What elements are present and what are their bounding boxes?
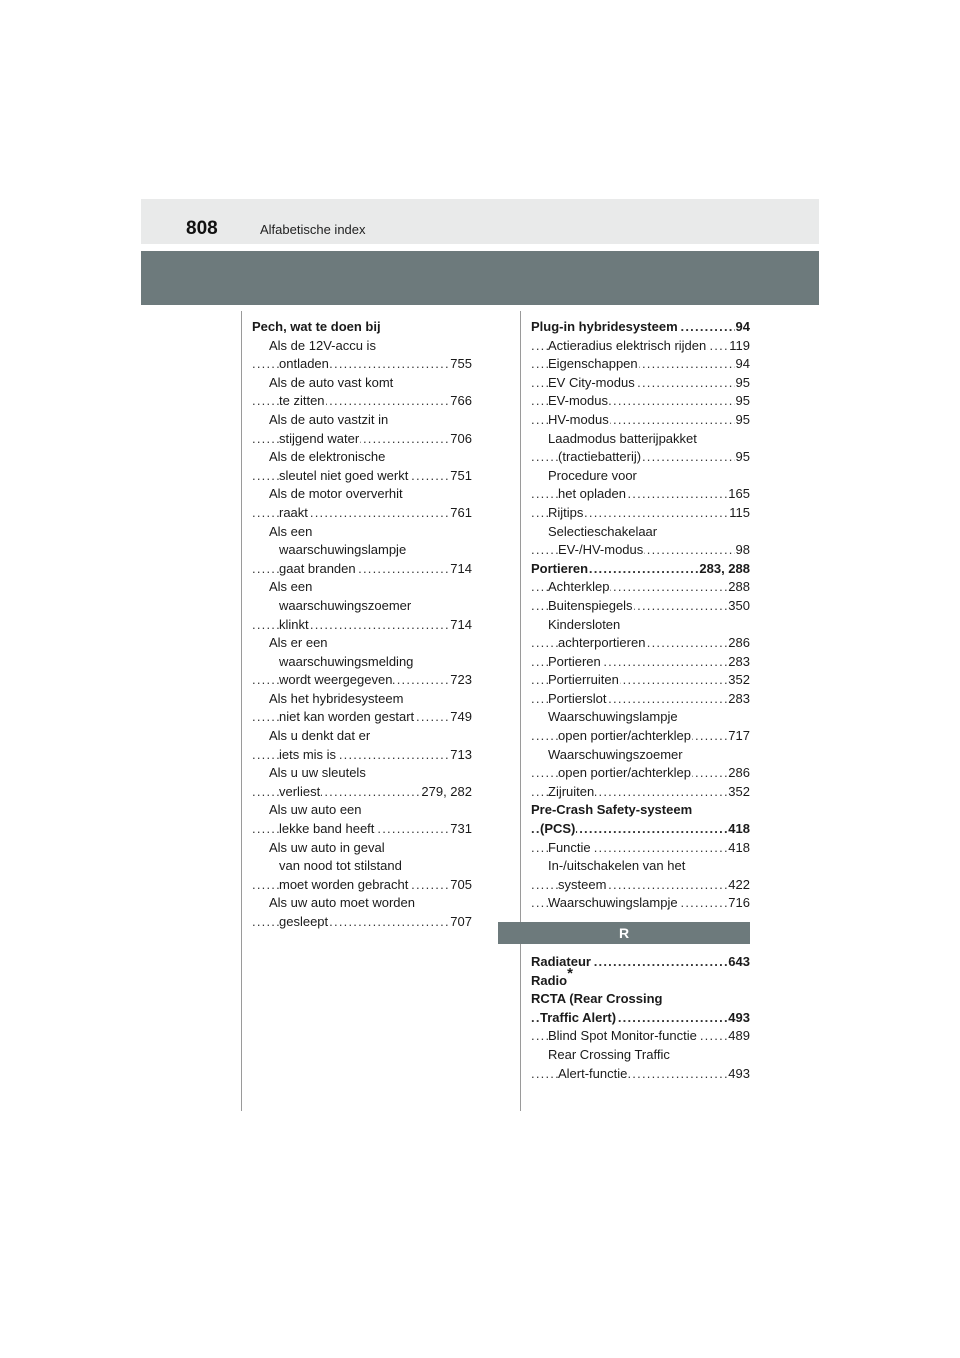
index-entry-text: achterportieren — [558, 635, 646, 651]
index-entry — [252, 578, 472, 597]
page-reference: 713 — [449, 746, 472, 765]
index-entry-text: (PCS) — [540, 821, 576, 837]
index-entry-text: EV City-modus — [548, 374, 635, 390]
index-entry-text: raakt — [279, 504, 308, 520]
index-entry — [531, 671, 750, 690]
page-reference: 418 — [727, 820, 750, 839]
index-entry-text: Portierruiten — [548, 672, 619, 688]
index-entry-text: Procedure voor — [548, 467, 637, 483]
letter-section-header: R — [498, 922, 750, 944]
index-entry-text: gesleept — [279, 914, 329, 929]
index-entry-text: Als uw auto moet worden — [269, 895, 415, 911]
index-entry — [531, 801, 750, 820]
index-entry — [252, 485, 472, 504]
index-entry — [531, 578, 750, 597]
index-entry-text: klinkt — [279, 616, 309, 632]
page-reference: 95 — [735, 448, 750, 467]
index-entry-text: Als u denkt dat er — [269, 728, 371, 744]
index-entry-text: Waarschuwingszoemer — [548, 746, 683, 762]
page-reference: 288 — [727, 578, 750, 597]
index-entry — [252, 727, 472, 746]
index-entry — [531, 355, 750, 374]
index-entry — [531, 430, 750, 449]
index-entry — [252, 560, 472, 579]
index-entry-text: wordt weergegeven — [279, 672, 393, 688]
index-entry — [252, 708, 472, 727]
page-reference: 283 — [727, 690, 750, 709]
index-entry-text: EV-modus — [548, 393, 608, 409]
index-entry — [252, 467, 472, 486]
page-reference: 766 — [449, 392, 472, 411]
page-reference: 352 — [727, 671, 750, 690]
page-reference: 751 — [449, 467, 472, 486]
index-entry-text: Portierslot — [548, 690, 607, 706]
index-entry — [252, 448, 472, 467]
index-entry — [252, 374, 472, 393]
index-entry — [252, 355, 472, 374]
page-reference: 94 — [735, 355, 750, 374]
index-entry — [531, 467, 750, 486]
index-entry-text: Rijtips — [548, 504, 584, 520]
page-reference: 493 — [727, 1009, 750, 1028]
index-entry — [531, 392, 750, 411]
index-entry-text: Pre-Crash Safety-systeem — [531, 802, 693, 818]
index-entry-text: EV-/HV-modus — [558, 542, 644, 558]
index-entry — [252, 337, 472, 356]
page-reference: 115 — [728, 504, 750, 523]
index-entry — [531, 820, 750, 839]
footnote-asterisk: * — [567, 965, 573, 983]
index-entry-text: Actieradius elektrisch rijden — [548, 337, 707, 353]
index-entry — [531, 990, 750, 1009]
index-entry — [531, 876, 750, 895]
page-reference: 95 — [735, 392, 750, 411]
page-reference: 716 — [727, 894, 750, 913]
index-entry — [531, 541, 750, 560]
index-entry — [252, 876, 472, 895]
index-entry-text: Laadmodus batterijpakket — [548, 430, 697, 446]
index-entry — [252, 653, 472, 672]
index-entry-text: Radio* — [531, 965, 573, 988]
index-entry — [252, 504, 472, 523]
index-entry — [531, 374, 750, 393]
index-entry-text: Als een — [269, 523, 313, 539]
page-reference: 283, 288 — [698, 560, 750, 579]
index-entry-text: Buitenspiegels — [548, 597, 633, 613]
page-reference: 643 — [727, 953, 750, 972]
header-band — [141, 251, 819, 305]
index-entry-text: Als de motor oververhit — [269, 486, 403, 502]
index-entry — [252, 671, 472, 690]
page-reference: 283 — [727, 653, 750, 672]
index-entry — [531, 857, 750, 876]
page-reference: 714 — [449, 560, 472, 579]
index-entry — [531, 965, 750, 991]
index-entry — [531, 634, 750, 653]
index-entry-text: verliest — [279, 783, 321, 799]
page-reference: 749 — [449, 708, 472, 727]
index-entry-text: moet worden gebracht — [279, 876, 409, 892]
index-entry-text: Als de elektronische — [269, 449, 386, 465]
index-entry — [531, 727, 750, 746]
index-entry — [531, 448, 750, 467]
section-title: Alfabetische index — [260, 222, 366, 237]
index-entry-text: Als de 12V-accu is — [269, 337, 376, 353]
index-entry-text: iets mis is — [279, 746, 337, 762]
page-reference: 714 — [449, 616, 472, 635]
index-entry — [531, 1065, 750, 1084]
index-entry-text: Blind Spot Monitor-functie — [548, 1028, 697, 1044]
index-entry-text: Als uw auto een — [269, 802, 362, 818]
index-entry — [531, 485, 750, 504]
index-entry-text: Functie — [548, 839, 591, 855]
index-entry-text: Waarschuwingslampje — [548, 709, 678, 725]
index-entry — [252, 857, 472, 876]
index-entry-text: systeem — [558, 876, 607, 892]
index-entry — [252, 690, 472, 709]
index-entry-text: Als de auto vastzit in — [269, 411, 389, 427]
index-entry — [252, 894, 472, 913]
index-column-right — [531, 318, 750, 1083]
index-entry-text: open portier/achterklep — [558, 765, 691, 781]
index-entry — [531, 616, 750, 635]
index-entry-text: Pech, wat te doen bij — [252, 319, 381, 334]
index-entry-text: Als uw auto in geval — [269, 839, 385, 855]
page-reference: 94 — [735, 318, 750, 337]
index-entry — [531, 653, 750, 672]
index-entry — [531, 783, 750, 802]
index-entry-text: Radiateur — [531, 954, 591, 969]
index-entry — [252, 913, 472, 932]
index-entry — [531, 411, 750, 430]
page-reference: 422 — [727, 876, 750, 895]
index-entry-text: Traffic Alert) — [540, 1009, 617, 1025]
page-reference: 279, 282 — [420, 783, 472, 802]
index-entry-text: Eigenschappen — [548, 356, 638, 372]
page-reference: 95 — [735, 411, 750, 430]
index-entry-text: open portier/achterklep — [558, 728, 691, 744]
index-entry — [252, 764, 472, 783]
index-entry — [531, 894, 750, 913]
index-entry — [252, 430, 472, 449]
page-reference: 489 — [727, 1027, 750, 1046]
index-entry — [252, 746, 472, 765]
index-entry-text: ontladen — [279, 356, 329, 372]
index-entry — [252, 392, 472, 411]
index-entry — [531, 839, 750, 858]
page-reference: 98 — [735, 541, 750, 560]
index-entry-text: In-/uitschakelen van het — [548, 858, 686, 874]
index-entry — [252, 634, 472, 653]
page-reference: 707 — [449, 913, 472, 932]
page-reference: 286 — [727, 634, 750, 653]
index-entry — [531, 560, 750, 579]
page-reference: 350 — [727, 597, 750, 616]
index-entry-text: (tractiebatterij) — [558, 449, 642, 465]
index-entry — [252, 318, 472, 337]
index-entry-text: Plug-in hybridesysteem — [531, 319, 678, 334]
index-entry-text: Portieren — [531, 560, 589, 576]
page-number: 808 — [186, 218, 218, 239]
page-reference: 119 — [728, 337, 750, 356]
page-reference: 95 — [735, 374, 750, 393]
index-entry-text: te zitten — [279, 393, 325, 409]
index-entry — [252, 523, 472, 542]
index-entry-text: gaat branden — [279, 560, 356, 576]
index-entry-text: waarschuwingslampje — [279, 542, 407, 558]
index-entry — [252, 783, 472, 802]
index-entry-text: Kindersloten — [548, 616, 621, 632]
index-entry-text: Rear Crossing Traffic — [548, 1046, 670, 1062]
index-entry — [252, 801, 472, 820]
page-reference: 731 — [449, 820, 472, 839]
page-reference: 761 — [449, 504, 472, 523]
index-entry — [531, 746, 750, 765]
index-entry-text: lekke band heeft — [279, 821, 375, 837]
index-entry-text: Alert-functie — [558, 1065, 628, 1081]
index-entry — [531, 318, 750, 337]
index-entry-text: Als u uw sleutels — [269, 765, 366, 781]
index-entry-text: van nood tot stilstand — [279, 858, 402, 874]
page-reference: 706 — [449, 430, 472, 449]
column-rule-middle — [520, 311, 521, 1111]
index-entry — [531, 1009, 750, 1028]
index-entry-text: RCTA (Rear Crossing — [531, 991, 663, 1007]
index-entry — [531, 764, 750, 783]
index-entry-text: waarschuwingsmelding — [279, 653, 414, 669]
index-entry-text: waarschuwingszoemer — [279, 597, 412, 613]
index-entry-text: Zijruiten — [548, 783, 595, 799]
page-reference: 723 — [449, 671, 472, 690]
page-reference: 165 — [727, 485, 750, 504]
index-entry-text: Als de auto vast komt — [269, 374, 394, 390]
index-entry — [252, 820, 472, 839]
index-entry — [531, 1027, 750, 1046]
index-entry-text: Achterklep — [548, 579, 610, 595]
page-reference: 493 — [727, 1065, 750, 1084]
index-entry — [531, 708, 750, 727]
page-reference: 286 — [727, 764, 750, 783]
page-header-bar — [141, 199, 819, 244]
index-entry — [252, 839, 472, 858]
index-entry-text: Waarschuwingslampje — [548, 895, 678, 911]
index-entry — [531, 337, 750, 356]
index-entry-text: Als een — [269, 579, 313, 595]
index-entry — [531, 690, 750, 709]
index-entry-text: Portieren — [548, 653, 601, 669]
index-entry-text: het opladen — [558, 486, 626, 502]
page-reference: 352 — [727, 783, 750, 802]
index-entry-text: stijgend water — [279, 430, 360, 446]
index-entry — [531, 597, 750, 616]
index-entry — [531, 523, 750, 542]
index-entry-text: niet kan worden gestart — [279, 709, 415, 725]
column-rule-left — [241, 311, 242, 1111]
index-column-left — [252, 318, 472, 932]
index-entry — [531, 1046, 750, 1065]
index-entry — [252, 597, 472, 616]
page-reference: 418 — [727, 839, 750, 858]
page-reference: 755 — [449, 355, 472, 374]
index-entry — [252, 616, 472, 635]
index-entry-text: Als het hybridesysteem — [269, 690, 404, 706]
page-reference: 705 — [449, 876, 472, 895]
index-entry-text: HV-modus — [548, 411, 609, 427]
index-entry-text: Selectieschakelaar — [548, 523, 658, 539]
index-entry — [252, 411, 472, 430]
index-entry — [252, 541, 472, 560]
index-entry — [531, 953, 750, 972]
page-reference: 717 — [727, 727, 750, 746]
index-entry-text: Als er een — [269, 635, 328, 651]
index-entry — [531, 504, 750, 523]
index-entry-text: sleutel niet goed werkt — [279, 467, 409, 483]
